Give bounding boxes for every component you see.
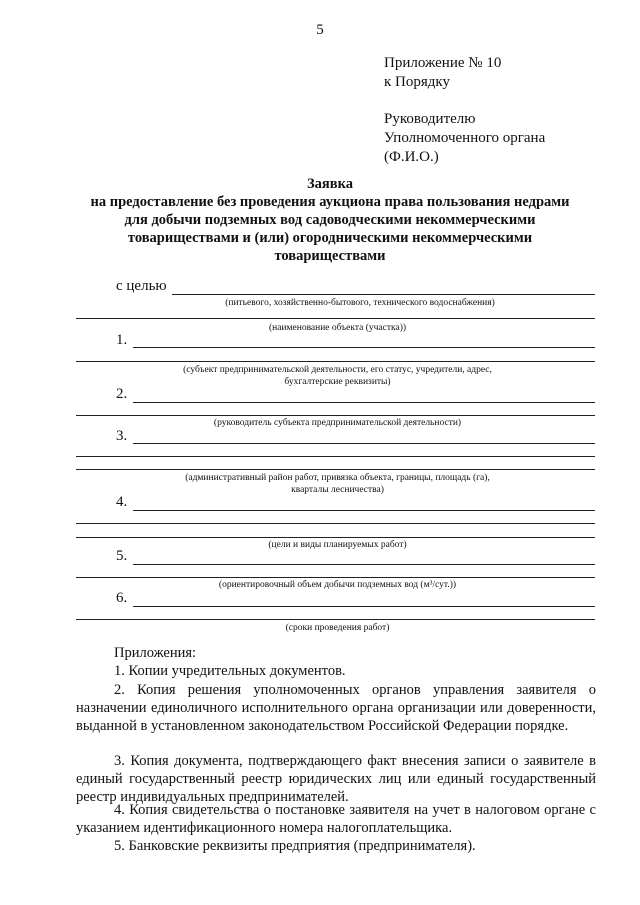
addressee-block [384, 110, 545, 167]
item-2-caption: (руководитель субъекта предпринимательской деятельности) [213, 418, 462, 428]
attachment-item-3: 3. Копия документа, подтверждающего факт внесения записи о заявителе в единый государственный реестр юридических лиц или единый государственный реестр индивидуальных предпринимателей. [76, 753, 596, 805]
item-6-fill-line-2[interactable] [76, 619, 595, 620]
attachment-item-2: 2. Копия решения уполномоченных органов управления заявителя о назначении единоличного исполнительного органа организации или доверенности, выданной в установленном законодательством Российской Федерации порядке. [76, 682, 596, 734]
title-line-2: для добычи подземных вод садоводческими некоммерческими [124, 212, 536, 228]
purpose-label: с целью [116, 278, 167, 294]
page-number: 5 [316, 22, 324, 38]
purpose-fill-line[interactable] [172, 294, 595, 295]
item-2-number: 2. [116, 386, 128, 402]
attachment-item-5: 5. Банковские реквизиты предприятия (предпринимателя). [114, 838, 476, 854]
attachment-item-4: 4. Копия свидетельства о постановке заявителя на учет в налоговом органе с указанием идентификационного номера налогоплательщика. [76, 802, 596, 836]
addressee-line-2: Уполномоченного органа [384, 130, 546, 146]
item-1-caption-line-2: бухгалтерские реквизиты) [284, 377, 391, 387]
item-6-fill-line[interactable] [133, 606, 595, 607]
item-3-caption-line-2: кварталы лесничества) [291, 485, 384, 495]
appendix-reference [384, 54, 501, 92]
item-6-number: 6. [116, 590, 128, 606]
item-4-fill-line-3[interactable] [76, 537, 595, 538]
item-1-fill-line[interactable] [133, 347, 595, 348]
item-1-number: 1. [116, 332, 128, 348]
attachments-heading: Приложения: [114, 645, 197, 661]
title-line-3: товариществами и (или) огородническими некоммерческими [127, 230, 533, 246]
item-4-caption: (цели и виды планируемых работ) [268, 540, 407, 550]
item-5-number: 5. [116, 548, 128, 564]
item-1-fill-line-2[interactable] [76, 361, 595, 362]
addressee-line-1: Руководителю [384, 111, 476, 127]
object-caption: (наименование объекта (участка)) [268, 323, 407, 333]
item-3-fill-line[interactable] [133, 443, 595, 444]
item-3-fill-line-3[interactable] [76, 469, 595, 470]
item-1-caption [80, 364, 595, 388]
title-line-4: товариществами [274, 248, 386, 264]
document-title [60, 175, 600, 265]
item-2-fill-line-2[interactable] [76, 415, 595, 416]
item-3-number: 3. [116, 428, 128, 444]
item-2-fill-line[interactable] [133, 402, 595, 403]
appendix-order: к Порядку [384, 74, 450, 90]
appendix-number: Приложение № 10 [384, 55, 502, 71]
title-line-1: на предоставление без проведения аукциона права пользования недрами [90, 194, 570, 210]
object-fill-line[interactable] [76, 318, 595, 319]
item-5-fill-line[interactable] [133, 564, 595, 565]
item-4-fill-line[interactable] [133, 510, 595, 511]
item-5-caption: (ориентировочный объем добычи подземных вод (м³/сут.)) [218, 580, 457, 590]
item-4-number: 4. [116, 494, 128, 510]
item-3-caption [80, 472, 595, 496]
item-4-fill-line-2[interactable] [76, 523, 595, 524]
addressee-line-3: (Ф.И.О.) [384, 149, 439, 165]
item-5-fill-line-2[interactable] [76, 577, 595, 578]
title-heading: Заявка [307, 176, 353, 192]
item-3-caption-line-1: (административный район работ, привязка объекта, границы, площадь (га), [185, 473, 490, 483]
item-3-fill-line-2[interactable] [76, 456, 595, 457]
item-1-caption-line-1: (субъект предпринимательской деятельности, его статус, учредители, адрес, [183, 365, 492, 375]
attachment-item-1: 1. Копии учредительных документов. [114, 663, 346, 679]
purpose-caption: (питьевого, хозяйственно-бытового, технического водоснабжения) [225, 298, 495, 308]
item-6-caption: (сроки проведения работ) [285, 623, 390, 633]
